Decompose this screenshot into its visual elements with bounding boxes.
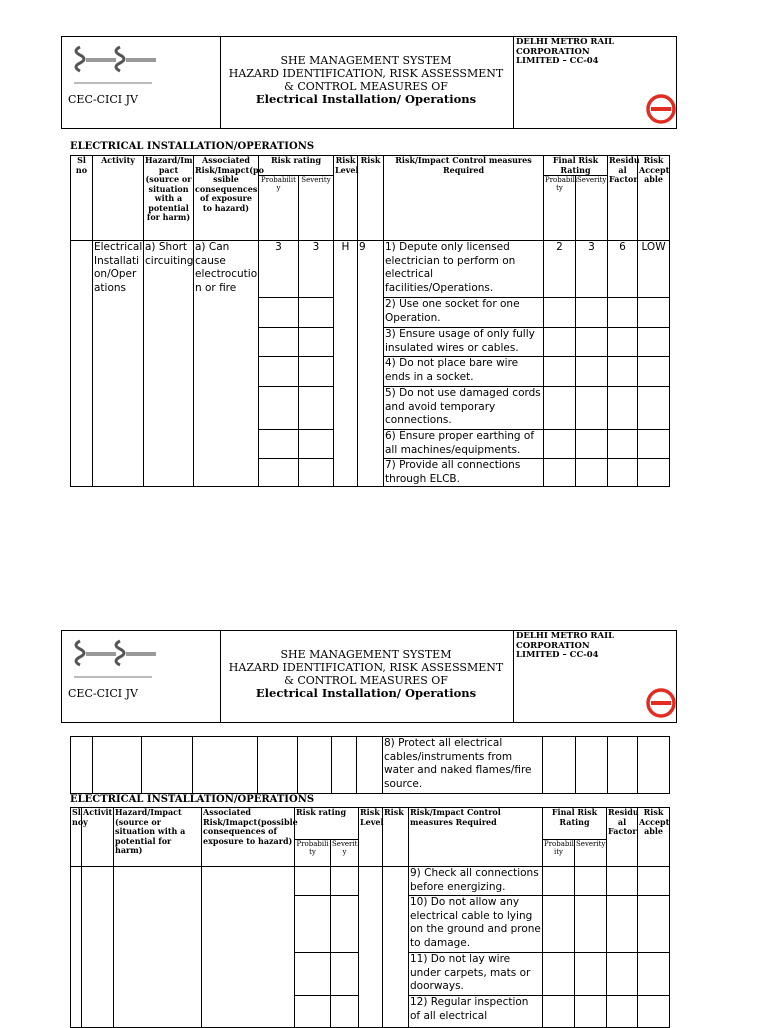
activity-cell: Electrical Installati on/Oper ations [93, 241, 144, 487]
risk-level-cell: H [334, 241, 358, 487]
associated-risk-cell: a) Can cause electrocutio n or fire [194, 241, 259, 487]
client-line: CORPORATION [516, 640, 590, 651]
residual-factor-cell: 6 [608, 241, 638, 298]
col-header-final-severity: Severity [576, 176, 608, 241]
col-header-risk-rating: Risk rating [295, 808, 359, 840]
control-measure-cell: 12) Regular inspection of all electrical [409, 996, 543, 1028]
col-header-hazard: Hazard/Impact (source or situation with a potential for harm) [114, 808, 202, 867]
severity-cell: 3 [299, 241, 334, 298]
col-header-final-risk-rating: Final Risk Rating [543, 808, 607, 840]
col-header-risk-rating: Risk rating [259, 156, 334, 176]
col-header-hazard: Hazard/Im pact (source or situation with a potential for harm) [144, 156, 194, 241]
page1-header [61, 36, 677, 129]
table-row [71, 737, 670, 794]
client-line: LIMITED – CC-04 [516, 650, 599, 660]
document-title: Electrical Installation/ Operations [255, 92, 477, 106]
table-row [71, 241, 670, 298]
col-header-final-severity: Severity [575, 840, 607, 867]
col-header-residual-factor: Residu al Factor [608, 156, 638, 241]
client-line: CORPORATION [516, 46, 590, 57]
control-measure-cell: 1) Depute only licensed electrician to perform on electrical facilities/Operations. [384, 241, 544, 298]
col-header-risk-level: Risk Level [359, 808, 383, 867]
col-header-activity: Activit [82, 808, 114, 867]
risk-table [70, 155, 670, 487]
she-title-line: SHE MANAGEMENT SYSTEM [280, 648, 452, 661]
dmrc-logo-icon [645, 687, 677, 719]
col-header-activity: Activity [93, 156, 144, 241]
client-line: DELHI METRO RAIL [516, 631, 615, 641]
acceptable-cell: LOW [638, 241, 670, 298]
col-header-probability: Probabili ty [295, 840, 331, 867]
client-name [516, 38, 636, 67]
col-header-residual-factor: Residu al Factor [607, 808, 638, 867]
col-header-slno: Sl no [71, 156, 93, 241]
dmrc-logo-icon [645, 93, 677, 125]
col-header-associated-risk: Associated Risk/Imapct(po ssible consequences of exposure to hazard) [194, 156, 259, 241]
client-line: DELHI METRO RAIL [516, 37, 615, 47]
client-line: LIMITED – CC-04 [516, 56, 599, 66]
col-header-associated-risk: Associated Risk/Imapct(possible consequences of exposure to hazard) [202, 808, 295, 867]
page2-header [61, 630, 677, 723]
she-title [220, 54, 512, 106]
she-title-line: SHE MANAGEMENT SYSTEM [280, 54, 452, 67]
col-header-control-measures: Risk/Impact Control measures Required [384, 156, 544, 241]
she-title-line: HAZARD IDENTIFICATION, RISK ASSESSMENT [228, 67, 504, 80]
final-probability-cell: 2 [544, 241, 576, 298]
col-header-control-measures: Risk/Impact Control measures Required [409, 808, 543, 867]
control-measure-cell: 4) Do not place bare wire ends in a socket. [384, 357, 544, 387]
final-severity-cell: 3 [576, 241, 608, 298]
header-divider [513, 37, 514, 128]
control-measure-cell: 5) Do not use damaged cords and avoid temporary connections. [384, 387, 544, 430]
client-name [516, 632, 636, 661]
section-title: ELECTRICAL INSTALLATION/OPERATIONS [70, 794, 315, 805]
control-measure-cell: 9) Check all connections before energizing. [409, 867, 543, 896]
col-header-severity: Severit y [331, 840, 359, 867]
probability-cell: 3 [259, 241, 299, 298]
she-title-line: & CONTROL MEASURES OF [284, 674, 448, 687]
she-title-line: HAZARD IDENTIFICATION, RISK ASSESSMENT [228, 661, 504, 674]
company-logo [68, 637, 168, 683]
jv-name: CEC-CICI JV [68, 687, 138, 700]
col-header-final-risk-rating: Final Risk Rating [544, 156, 608, 176]
section-title: ELECTRICAL INSTALLATION/OPERATIONS [70, 141, 315, 152]
risk-table-continued [70, 807, 670, 1028]
col-header-risk-acceptable: Risk Accept able [638, 156, 670, 241]
control-measure-cell: 10) Do not allow any electrical cable to lying on the ground and prone to damage. [409, 896, 543, 953]
slno-cell [71, 241, 93, 487]
col-header-severity: Severity [299, 176, 334, 241]
control-measure-cell: 8) Protect all electrical cables/instruments from water and naked flames/fire source. [383, 737, 543, 794]
company-logo [68, 43, 168, 89]
jv-name: CEC-CICI JV [68, 93, 138, 106]
document-title: Electrical Installation/ Operations [255, 686, 477, 700]
hazard-cell: a) Short circuiting [144, 241, 194, 487]
control-measure-cell: 7) Provide all connections through ELCB. [384, 459, 544, 487]
she-title [220, 648, 512, 700]
table-row [71, 867, 670, 896]
header-divider [513, 631, 514, 722]
control-measure-cell: 2) Use one socket for one Operation. [384, 298, 544, 328]
continuation-table [70, 736, 670, 794]
col-header-risk: Risk [358, 156, 384, 241]
control-measure-cell: 3) Ensure usage of only fully insulated wires or cables. [384, 328, 544, 357]
risk-cell: 9 [358, 241, 384, 487]
col-header-probability: Probabilit y [259, 176, 299, 241]
col-header-risk-acceptable: Risk Accept able [638, 808, 670, 867]
col-header-slno: Sl noy [71, 808, 82, 867]
she-title-line: & CONTROL MEASURES OF [284, 80, 448, 93]
col-header-risk: Risk [383, 808, 409, 867]
col-header-risk-level: Risk Level [334, 156, 358, 241]
col-header-final-probability: Probabili ty [544, 176, 576, 241]
control-measure-cell: 6) Ensure proper earthing of all machines/equipments. [384, 430, 544, 459]
control-measure-cell: 11) Do not lay wire under carpets, mats or doorways. [409, 953, 543, 996]
col-header-final-probability: Probabil ity [543, 840, 575, 867]
